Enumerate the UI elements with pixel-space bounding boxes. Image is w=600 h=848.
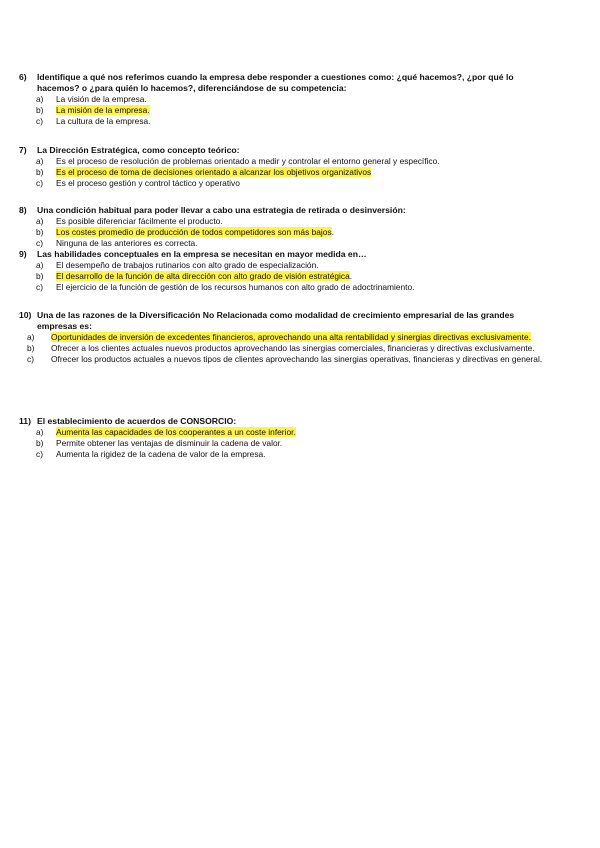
- question-heading: [19, 416, 549, 427]
- option-text: El ejercicio de la función de gestión de los recursos humanos con alto grado de adoctrinamiento.: [56, 282, 415, 292]
- highlighted-answer: Aumenta las capacidades de los cooperantes a un coste inferior.: [56, 427, 296, 437]
- highlighted-answer: Los costes promedio de producción de todos competidores son más bajos: [56, 227, 332, 237]
- option-letter: c): [27, 354, 34, 364]
- option-text: El desempeño de trabajos rutinarios con alto grado de especialización.: [56, 260, 319, 270]
- highlighted-answer: La misión de la empresa.: [56, 105, 150, 115]
- option-b: [19, 271, 549, 282]
- option-letter: a): [36, 427, 44, 437]
- option-letter: c): [36, 178, 43, 188]
- question-11: [19, 416, 549, 460]
- option-text: Es el proceso de resolución de problemas orientado a medir y controlar el entorno general y específico.: [56, 156, 440, 166]
- option-letter: b): [36, 167, 44, 177]
- question-9: [19, 249, 549, 293]
- question-heading: [19, 249, 549, 260]
- option-text: Es posible diferenciar fácilmente el producto.: [56, 216, 223, 226]
- option-text: Permite obtener las ventajas de disminuir la cadena de valor.: [56, 438, 283, 448]
- option-letter: c): [36, 238, 43, 248]
- option-text: Es el proceso gestión y control táctico y operativo: [56, 178, 240, 188]
- question-number: 6): [19, 72, 27, 82]
- question-heading: [19, 205, 549, 216]
- option-suffix: .: [349, 271, 353, 281]
- option-text: Ofrecer a los clientes actuales nuevos productos aprovechando las sinergias comerciales, financieras y directivas exclusivamente.: [51, 343, 535, 353]
- option-b: [19, 105, 549, 116]
- option-a: [19, 216, 549, 227]
- option-letter: a): [36, 156, 44, 166]
- question-number: 10): [19, 310, 32, 320]
- question-number: 11): [19, 416, 31, 426]
- question-number: 8): [19, 205, 27, 215]
- question-number: 7): [19, 145, 27, 155]
- option-c: [19, 282, 549, 293]
- option-b: [19, 167, 549, 178]
- option-b: [19, 227, 549, 238]
- option-letter: c): [36, 282, 43, 292]
- question-heading: [19, 145, 549, 156]
- option-b: [19, 438, 549, 449]
- option-letter: c): [36, 449, 43, 459]
- option-letter: a): [27, 332, 35, 342]
- option-a: [19, 427, 549, 438]
- option-letter: b): [36, 438, 44, 448]
- option-letter: a): [36, 260, 44, 270]
- highlighted-answer: Es el proceso de toma de decisiones orientado a alcanzar los objetivos organizativos: [56, 167, 372, 177]
- option-c: [19, 116, 549, 127]
- option-text: Ninguna de las anteriores es correcta.: [56, 238, 198, 248]
- question-heading: [19, 310, 549, 332]
- question-text: Una de las razones de la Diversificación No Relacionada como modalidad de crecimiento empresarial de las grandes empresas es:: [37, 310, 515, 331]
- option-suffix: .: [331, 227, 334, 237]
- option-c: [19, 449, 549, 460]
- question-text: Identifique a qué nos referimos cuando la empresa debe responder a cuestiones como: ¿qué hacemos?, ¿por qué lo hacemos? o ¿para quién lo hacemos?, diferenciándose de su competencia:: [37, 72, 514, 93]
- option-text: Aumenta la rigidez de la cadena de valor de la empresa.: [56, 449, 266, 459]
- question-text: La Dirección Estratégica, como concepto teórico:: [37, 145, 240, 155]
- option-letter: a): [36, 94, 44, 104]
- question-text: El establecimiento de acuerdos de CONSORCIO:: [37, 416, 237, 426]
- option-letter: a): [36, 216, 44, 226]
- highlighted-answer: El desarrollo de la función de alta dirección con alto grado de visión estratégica: [56, 271, 350, 281]
- option-b: [19, 343, 549, 354]
- option-a: [19, 156, 549, 167]
- option-c: [19, 354, 549, 365]
- option-c: [19, 178, 549, 189]
- question-heading: [19, 72, 549, 94]
- question-text: Las habilidades conceptuales en la empresa se necesitan en mayor medida en…: [37, 249, 367, 259]
- option-a: [19, 94, 549, 105]
- question-10: [19, 310, 549, 365]
- option-letter: b): [36, 271, 44, 281]
- option-a: [19, 260, 549, 271]
- option-letter: b): [27, 343, 35, 353]
- highlighted-answer: Oportunidades de inversión de excedentes financieros, aprovechando una alta rentabilidad y sinergias directivas exclusivamente.: [51, 332, 531, 342]
- question-6: [19, 72, 549, 127]
- question-number: 9): [19, 249, 27, 259]
- option-letter: b): [36, 227, 44, 237]
- question-8: [19, 205, 549, 249]
- question-text: Una condición habitual para poder llevar a cabo una estrategia de retirada o desinversión:: [37, 205, 406, 215]
- option-text: La cultura de la empresa.: [56, 116, 151, 126]
- option-a: [19, 332, 549, 343]
- option-letter: c): [36, 116, 43, 126]
- option-c: [19, 238, 549, 249]
- question-7: [19, 145, 549, 189]
- option-text: Ofrecer los productos actuales a nuevos tipos de clientes aprovechando las sinergias operativas, financieras y directivas en general.: [51, 354, 543, 364]
- option-letter: b): [36, 105, 44, 115]
- option-text: La visión de la empresa.: [56, 94, 147, 104]
